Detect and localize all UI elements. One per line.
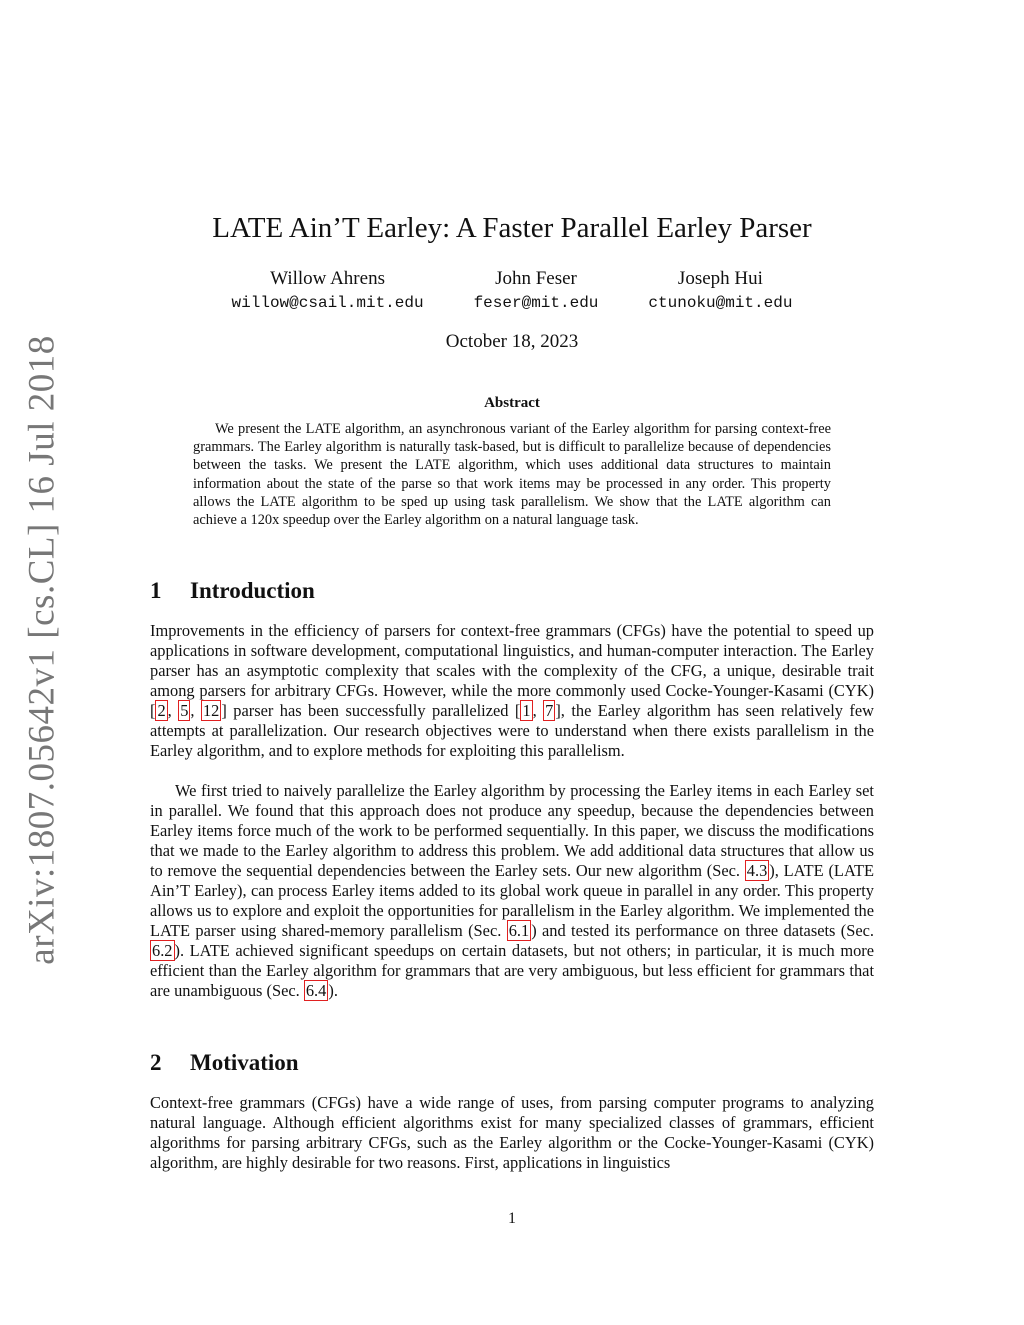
citation-link[interactable]: 2 <box>157 701 166 720</box>
abstract-text: We present the LATE algorithm, an asynchronous variant of the Earley algorithm for parsing context-free grammars. The Earley algorithm is naturally task-based, but is difficult to parallelize because of dependencies between the tasks. We present the LATE algorithm, which uses additional data structures to maintain information about the state of the parse so that work items may be processed in any order. This property allows the LATE algorithm to be sped up using task parallelism. We show that the LATE algorithm can achieve a 120x speedup over the Earley algorithm on a natural language task. <box>193 421 831 529</box>
text-run: ) and tested its performance on three datasets (Sec. <box>531 921 874 940</box>
section-title: Motivation <box>190 1050 299 1075</box>
author-email: feser@mit.edu <box>473 294 599 312</box>
arxiv-identifier: arXiv:1807.05642v1 [cs.CL] 16 Jul 2018 <box>21 335 63 965</box>
text-run: ], the Earley algorithm has seen relatively few attempts at parallelization. Our research objectives were to understand when there exists parallelism in the Earley algorithm, and to explore methods for exploiting this parallelism. <box>150 701 874 760</box>
citation-link[interactable]: 5 <box>180 701 189 720</box>
page-number: 1 <box>508 1210 516 1227</box>
author-name: Willow Ahrens <box>270 268 385 289</box>
section-number: 1 <box>150 578 162 603</box>
section-number: 2 <box>150 1050 162 1075</box>
author-email: willow@csail.mit.edu <box>231 294 424 312</box>
citation-link[interactable]: 12 <box>202 701 220 720</box>
section-heading-introduction <box>150 577 874 605</box>
section-link[interactable]: 4.3 <box>746 861 768 880</box>
author <box>232 268 424 316</box>
text-run: We first tried to naively parallelize the Earley algorithm by processing the Earley items in each Earley set in parallel. We found that this approach does not produce any speedup, because the dependencies between Earley items force much of the work to be performed sequentially. In this paper, we discuss the modifications that we made to the Earley algorithm to address this problem. We add additional data structures that allow us to remove the sequential dependencies between the Earley sets. Our new algorithm (Sec. <box>150 781 874 880</box>
text-run: ), LATE (LATE Ain’T Earley), can process Earley items added to its global work queue in parallel in any order. This property allows us to explore and exploit the opportunities for parallelism in the Earley algorithm. We implemented the LATE parser using shared-memory parallelism (Sec. <box>150 861 874 940</box>
text-run: , <box>167 701 179 720</box>
intro-paragraph-1 <box>150 621 874 761</box>
section-link[interactable]: 6.4 <box>305 981 327 1000</box>
author-email: ctunoku@mit.edu <box>648 294 793 312</box>
author <box>474 268 599 316</box>
text-run: ). LATE achieved significant speedups on certain datasets, but not others; in particular, it is much more efficient than the Earley algorithm for grammars that are very ambiguous, but less efficient for grammars that are unambiguous (Sec. <box>150 941 874 1000</box>
author <box>648 268 792 316</box>
text-run: ] parser has been successfully parallelized [ <box>221 701 521 720</box>
citation-link[interactable]: 1 <box>522 701 531 720</box>
section-title: Introduction <box>190 578 315 603</box>
author-name: Joseph Hui <box>677 268 763 289</box>
section-heading-motivation <box>150 1049 874 1077</box>
abstract-heading: Abstract <box>484 395 540 411</box>
text-run: Improvements in the efficiency of parsers for context-free grammars (CFGs) have the potential to speed up applications in software development, computational linguistics, and human-computer interaction. The Earley parser has an asymptotic complexity that scales with the complexity of the CFG, a unique, desirable trait among parsers for arbitrary CFGs. However, while the more commonly used Cocke-Younger-Kasami (CYK) [ <box>150 621 874 720</box>
section-link[interactable]: 6.1 <box>508 921 530 940</box>
text-run: , <box>190 701 201 720</box>
author-list <box>150 268 874 316</box>
citation-link[interactable]: 7 <box>545 701 554 720</box>
text-run: ). <box>328 981 338 1000</box>
section-link[interactable]: 6.2 <box>152 941 173 960</box>
author-name: John Feser <box>495 268 577 289</box>
motivation-paragraph-1: Context-free grammars (CFGs) have a wide range of uses, from parsing computer programs to analyzing natural language. Although efficient algorithms exist for many specialized classes of grammars, efficient algorithms for parsing arbitrary CFGs, such as the Earley algorithm or the Cocke-Younger-Kasami (CYK) algorithm, are highly desirable for two reasons. First, applications in linguistics <box>150 1093 874 1172</box>
intro-paragraph-2 <box>150 781 874 1001</box>
paper-date: October 18, 2023 <box>445 331 579 352</box>
text-run: , <box>532 701 544 720</box>
paper-title: LATE Ain’T Earley: A Faster Parallel Earley Parser <box>212 212 812 244</box>
